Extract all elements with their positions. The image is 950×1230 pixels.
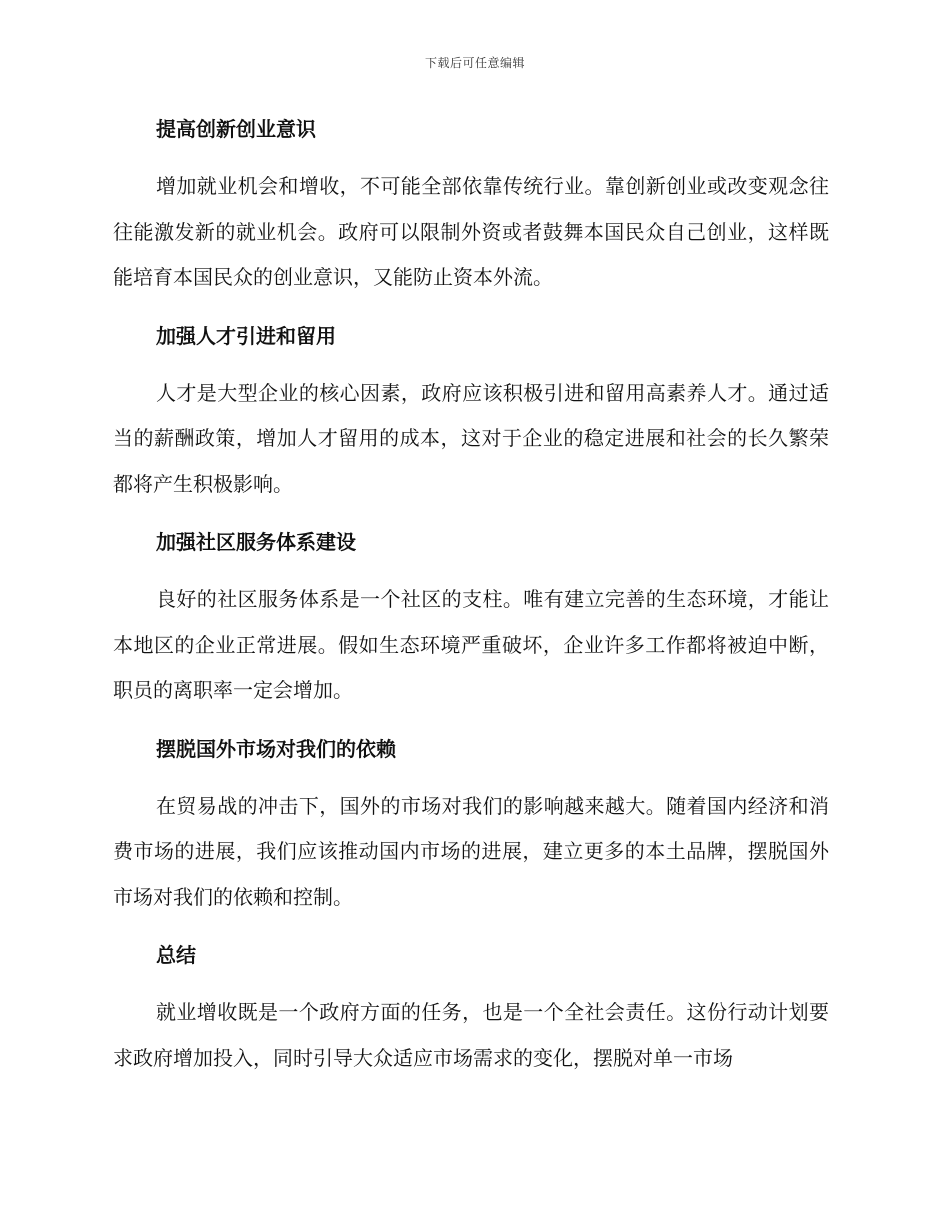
page-header: 下载后可任意编辑 <box>424 56 525 70</box>
section-foreign-market <box>113 732 829 921</box>
section-paragraph: 良好的社区服务体系是一个社区的支柱。唯有建立完善的生态环境，才能让本地区的企业正常进展。假如生态环境严重破坏，企业许多工作都将被迫中断，职员的离职率一定会增加。 <box>113 587 829 702</box>
section-heading: 提高创新创业意识 <box>156 117 316 141</box>
section-heading: 加强人才引进和留用 <box>156 323 336 348</box>
section-summary <box>113 938 829 1081</box>
section-paragraph: 人才是大型企业的核心因素，政府应该积极引进和留用高素养人才。通过适当的薪酬政策，增加人才留用的成本，这对于企业的稳定进展和社会的长久繁荣都将产生积极影响。 <box>113 380 829 496</box>
section-paragraph: 增加就业机会和增收，不可能全部依靠传统行业。靠创新创业或改变观念往往能激发新的就业机会。政府可以限制外资或者鼓舞本国民众自己创业，这样既能培育本国民众的创业意识，又能防止资本外流。 <box>113 174 829 289</box>
section-heading: 总结 <box>156 943 196 967</box>
section-paragraph: 就业增收既是一个政府方面的任务，也是一个全社会责任。这份行动计划要求政府增加投入，同时引导大众适应市场需求的变化，摆脱对单一市场 <box>113 1000 829 1070</box>
section-talent <box>113 319 829 508</box>
section-heading: 加强社区服务体系建设 <box>156 530 356 554</box>
section-heading: 摆脱国外市场对我们的依赖 <box>156 736 396 761</box>
section-innovation <box>113 112 829 301</box>
document-body <box>113 112 829 1099</box>
section-paragraph: 在贸易战的冲击下，国外的市场对我们的影响越来越大。随着国内经济和消费市场的进展，我们应该推动国内市场的进展，建立更多的本土品牌，摆脱国外市场对我们的依赖和控制。 <box>113 793 829 909</box>
section-community <box>113 525 829 714</box>
